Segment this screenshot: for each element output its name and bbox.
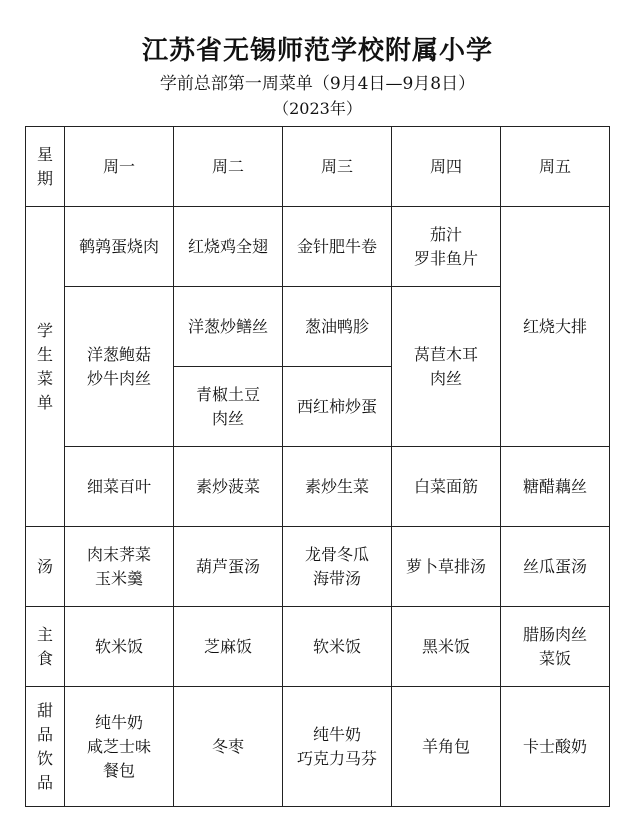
veg-wed: 素炒生菜 — [283, 447, 392, 527]
staple-label: 主 食 — [26, 607, 65, 687]
soup-tue: 葫芦蛋汤 — [174, 527, 283, 607]
dessert-tue: 冬枣 — [174, 687, 283, 807]
staple-mon: 软米饭 — [65, 607, 174, 687]
soup-fri: 丝瓜蛋汤 — [501, 527, 610, 607]
menu-year: （2023年） — [273, 99, 362, 118]
dessert-thu: 羊角包 — [392, 687, 501, 807]
weekday-corner-label: 星 期 — [26, 127, 65, 207]
dish-wed-1: 金针肥牛卷 — [283, 207, 392, 287]
dish-thu-1: 茄汁 罗非鱼片 — [392, 207, 501, 287]
soup-thu: 萝卜草排汤 — [392, 527, 501, 607]
dish-wed-2: 葱油鸭胗 — [283, 287, 392, 367]
dish-wed-3: 西红柿炒蛋 — [283, 367, 392, 447]
soup-wed: 龙骨冬瓜 海带汤 — [283, 527, 392, 607]
dish-tue-3: 青椒土豆 肉丝 — [174, 367, 283, 447]
dish-tue-2: 洋葱炒鳝丝 — [174, 287, 283, 367]
veg-thu: 白菜面筋 — [392, 447, 501, 527]
day-header-mon: 周一 — [65, 127, 174, 207]
dish-fri-main: 红烧大排 — [501, 207, 610, 447]
staple-fri: 腊肠肉丝 菜饭 — [501, 607, 610, 687]
veg-mon: 细菜百叶 — [65, 447, 174, 527]
header-row — [26, 127, 610, 207]
dish-tue-1: 红烧鸡全翅 — [174, 207, 283, 287]
vegetable-row — [26, 447, 610, 527]
veg-fri: 糖醋藕丝 — [501, 447, 610, 527]
menu-subtitle: 学前总部第一周菜单（9月4日—9月8日） — [159, 74, 476, 94]
day-header-thu: 周四 — [392, 127, 501, 207]
soup-row — [26, 527, 610, 607]
dessert-wed: 纯牛奶 巧克力马芬 — [283, 687, 392, 807]
soup-mon: 肉末荠菜 玉米羹 — [65, 527, 174, 607]
dish-mon-2: 洋葱鲍菇 炒牛肉丝 — [65, 287, 174, 447]
dessert-label: 甜 品 饮 品 — [26, 687, 65, 807]
staple-row — [26, 607, 610, 687]
day-header-fri: 周五 — [501, 127, 610, 207]
veg-tue: 素炒菠菜 — [174, 447, 283, 527]
menu-title: 江苏省无锡师范学校附属小学 — [141, 36, 493, 66]
dish-thu-2: 莴苣木耳 肉丝 — [392, 287, 501, 447]
staple-wed: 软米饭 — [283, 607, 392, 687]
dish-mon-1: 鹌鹑蛋烧肉 — [65, 207, 174, 287]
day-header-wed: 周三 — [283, 127, 392, 207]
dessert-row — [26, 687, 610, 807]
main-dish-row-1 — [26, 207, 610, 287]
dessert-fri: 卡士酸奶 — [501, 687, 610, 807]
weekly-menu-table — [25, 126, 610, 807]
student-menu-label: 学 生 菜 单 — [26, 207, 65, 527]
staple-thu: 黑米饭 — [392, 607, 501, 687]
soup-label: 汤 — [26, 527, 65, 607]
dessert-mon: 纯牛奶 咸芝士味 餐包 — [65, 687, 174, 807]
day-header-tue: 周二 — [174, 127, 283, 207]
staple-tue: 芝麻饭 — [174, 607, 283, 687]
